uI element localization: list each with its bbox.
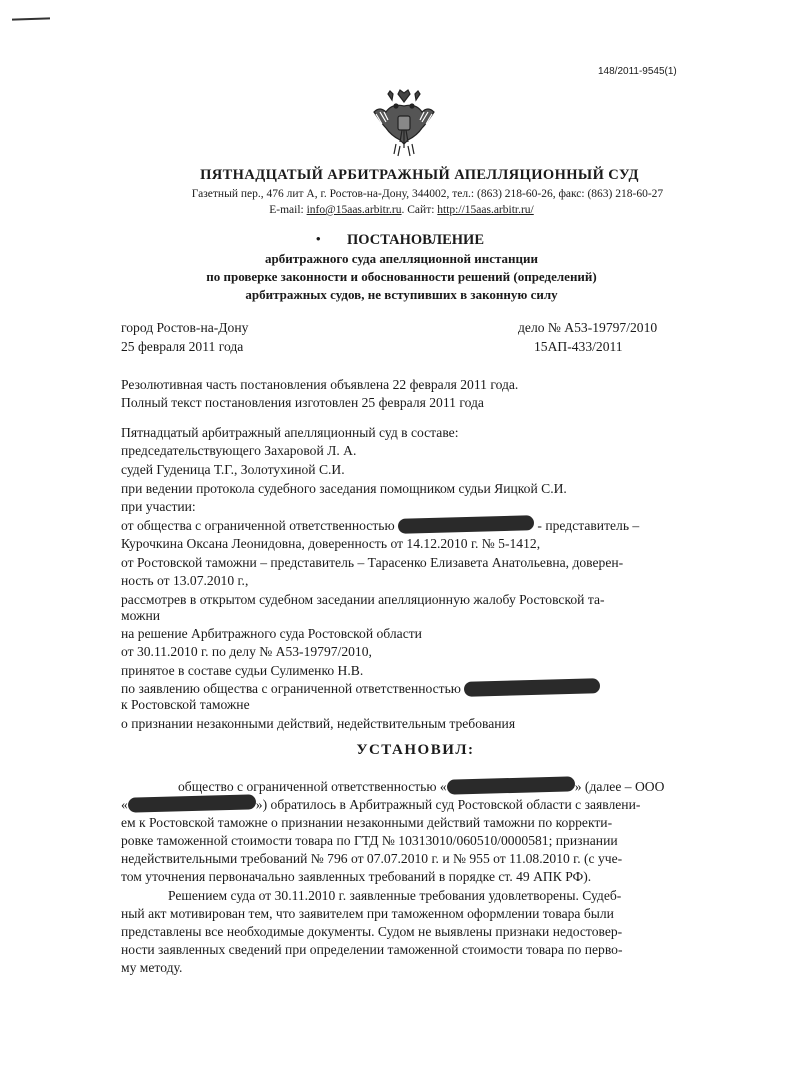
- text-line: ем к Ростовской таможне о признании незаконными действий таможни по корректи-: [121, 815, 613, 830]
- text-line: Пятнадцатый арбитражный апелляционный суд в составе:: [121, 425, 459, 440]
- document-number: 148/2011-9545(1): [598, 66, 677, 77]
- resolution-line-2: Полный текст постановления изготовлен 25 февраля 2011 года: [121, 395, 484, 410]
- redaction-mark: [447, 776, 575, 794]
- text-segment: общество с ограниченной ответственностью «: [178, 779, 447, 794]
- text-line: принятое в составе судьи Сулименко Н.В.: [121, 663, 364, 678]
- text-segment: ») обратилось в Арбитражный суд Ростовской области с заявлени-: [255, 797, 641, 812]
- text-line: Решением суда от 30.11.2010 г. заявленные требования удовлетворены. Судеб-: [168, 888, 622, 903]
- text-segment: - представитель –: [534, 518, 640, 533]
- text-line: к Ростовской таможне: [121, 697, 250, 712]
- text-segment: по заявлению общества с ограниченной ответственностью: [121, 681, 465, 696]
- site-link[interactable]: http://15aas.arbitr.ru/: [437, 204, 534, 216]
- text-line: представлены все необходимые документы. Судом не выявлены признаки недостовер-: [121, 924, 623, 939]
- site-label: . Сайт:: [401, 204, 438, 216]
- text-line: о признании незаконными действий, недействительным требования: [121, 716, 516, 731]
- text-line: [121, 516, 639, 535]
- text-line: на решение Арбитражного суда Ростовской области: [121, 626, 422, 641]
- text-line: председательствующего Захаровой Л. А.: [121, 443, 357, 458]
- text-line: ности заявленных сведений при определении таможенной стоимости товара по перво-: [121, 942, 623, 957]
- subtitle-line-3: арбитражных судов, не вступивших в законную силу: [245, 287, 558, 302]
- court-contacts: [0, 204, 803, 216]
- text-line: том уточнения первоначально заявленных требований в порядке ст. 49 АПК РФ).: [121, 869, 592, 884]
- text-line: му методу.: [121, 960, 183, 975]
- redaction-mark: [128, 794, 256, 812]
- section-heading: УСТАНОВИЛ:: [356, 742, 475, 758]
- text-line: судей Гуденица Т.Г., Золотухиной С.И.: [121, 462, 345, 477]
- court-address: Газетный пер., 476 лит А, г. Ростов-на-Дону, 344002, тел.: (863) 218-60-26, факс: (863) 218-60-27: [191, 188, 664, 200]
- email-label: E-mail:: [269, 204, 307, 216]
- text-segment: «: [121, 797, 128, 812]
- text-line: ный акт мотивирован тем, что заявителем при таможенном оформлении товара были: [121, 906, 614, 921]
- text-segment: от общества с ограниченной ответственностью: [121, 518, 399, 533]
- redaction-mark: [398, 515, 534, 534]
- text-line: Курочкина Оксана Леонидовна, доверенность от 14.12.2010 г. № 5-1412,: [121, 536, 541, 551]
- subtitle-line-1: арбитражного суда апелляционной инстанции: [264, 251, 538, 266]
- text-line: при участии:: [121, 499, 196, 514]
- redaction-mark: [464, 678, 600, 697]
- document-title: ПОСТАНОВЛЕНИЕ: [346, 232, 484, 248]
- text-line: при ведении протокола судебного заседания помощником судьи Яицкой С.И.: [121, 481, 567, 496]
- place: город Ростов-на-Дону: [121, 320, 249, 335]
- corner-scan-mark: [12, 17, 50, 20]
- text-line: от 30.11.2010 г. по делу № А53-19797/2010,: [121, 644, 372, 659]
- text-line: ность от 13.07.2010 г.,: [121, 573, 249, 588]
- date: 25 февраля 2011 года: [121, 339, 244, 354]
- text-line: [178, 778, 664, 795]
- bullet-dot: •: [316, 231, 321, 246]
- text-line: рассмотрев в открытом судебном заседании апелляционную жалобу Ростовской та-: [121, 592, 605, 607]
- court-name: ПЯТНАДЦАТЫЙ АРБИТРАЖНЫЙ АПЕЛЛЯЦИОННЫЙ СУД: [200, 167, 639, 183]
- text-line: можни: [121, 608, 161, 623]
- subtitle-line-2: по проверке законности и обоснованности решений (определений): [206, 269, 597, 284]
- resolution-line-1: Резолютивная часть постановления объявлена 22 февраля 2011 года.: [121, 377, 519, 392]
- email-link[interactable]: info@15aas.arbitr.ru: [306, 204, 402, 216]
- case-number: дело № А53-19797/2010: [518, 320, 658, 335]
- appeal-number: 15АП-433/2011: [534, 339, 623, 354]
- text-line: от Ростовской таможни – представитель – Тарасенко Елизавета Анатольевна, доверен-: [121, 555, 624, 570]
- russian-coat-of-arms-icon: [372, 88, 436, 158]
- text-line: недействительными требований № 796 от 07.07.2010 г. и № 955 от 11.08.2010 г. (с уче-: [121, 851, 623, 866]
- text-segment: » (далее – ООО: [574, 779, 665, 794]
- text-line: [121, 796, 640, 813]
- text-line: ровке таможенной стоимости товара по ГТД № 10313010/060510/0000581; признании: [121, 833, 618, 848]
